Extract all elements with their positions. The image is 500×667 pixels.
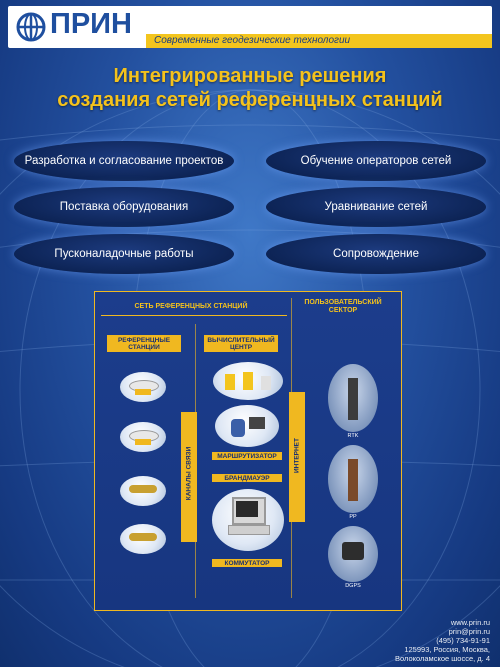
divider	[101, 315, 287, 316]
service-oval-adjustment	[266, 187, 486, 227]
comm-channels-label: КАНАЛЫ СВЯЗИ	[185, 446, 193, 501]
tagline: Современные геодезические технологии	[154, 35, 351, 46]
network-diagram	[94, 291, 402, 611]
poster-title	[0, 64, 500, 112]
service-oval-training	[266, 141, 486, 181]
gps-receiver-image	[120, 524, 166, 554]
workstation-image	[215, 405, 279, 447]
service-oval-support	[266, 234, 486, 274]
dgps-user-image	[328, 526, 378, 582]
gps-receiver-image	[120, 372, 166, 402]
phone: (495) 734-91-91	[436, 636, 490, 645]
service-label: Поставка оборудования	[59, 200, 189, 213]
gps-receiver-image	[120, 422, 166, 452]
computing-center-label: ВЫЧИСЛИТЕЛЬНЫЙ ЦЕНТР	[204, 335, 278, 352]
rtk-label: RTK	[347, 433, 359, 439]
switch-label: КОММУТАТОР	[212, 559, 282, 567]
user-sector-title: ПОЛЬЗОВАТЕЛЬСКИЙ СЕКТОР	[304, 299, 382, 314]
address-line-1: 125993, Россия, Москва,	[404, 645, 490, 654]
title-line-1: Интегрированные решения	[113, 65, 387, 87]
header-bar	[8, 6, 492, 48]
firewall-label: БРАНДМАУЭР	[212, 474, 282, 482]
service-label: Обучение операторов сетей	[300, 154, 452, 167]
address-line-2: Волоколамское шоссе, д. 4	[395, 654, 490, 663]
logo-text: ПРИН	[50, 8, 132, 40]
reference-stations-label: РЕФЕРЕНЦНЫЕ СТАНЦИИ	[107, 335, 181, 352]
service-label: Разработка и согласование проектов	[24, 154, 224, 167]
service-oval-commissioning	[14, 234, 234, 274]
pp-user-image	[328, 445, 378, 513]
service-label: Сопровождение	[333, 247, 419, 260]
gps-receiver-image	[120, 476, 166, 506]
service-oval-supply	[14, 187, 234, 227]
title-line-2: создания сетей референцных станций	[57, 89, 443, 111]
computer-image	[212, 489, 284, 551]
router-label: МАРШРУТИЗАТОР	[212, 452, 282, 460]
pp-label: PP	[349, 514, 357, 520]
internet-label: ИНТЕРНЕТ	[293, 438, 301, 474]
logo-globe-icon	[14, 12, 48, 42]
dgps-label: DGPS	[345, 583, 361, 589]
website: www.prin.ru	[450, 618, 490, 627]
email: prin@prin.ru	[448, 627, 490, 636]
service-label: Пусконаладочные работы	[54, 247, 194, 260]
network-title: СЕТЬ РЕФЕРЕНЦНЫХ СТАНЦИЙ	[134, 303, 248, 310]
operators-image	[213, 362, 283, 400]
service-label: Уравнивание сетей	[324, 200, 428, 213]
service-oval-development	[14, 141, 234, 181]
contact-info	[395, 618, 490, 663]
rtk-user-image	[328, 364, 378, 432]
